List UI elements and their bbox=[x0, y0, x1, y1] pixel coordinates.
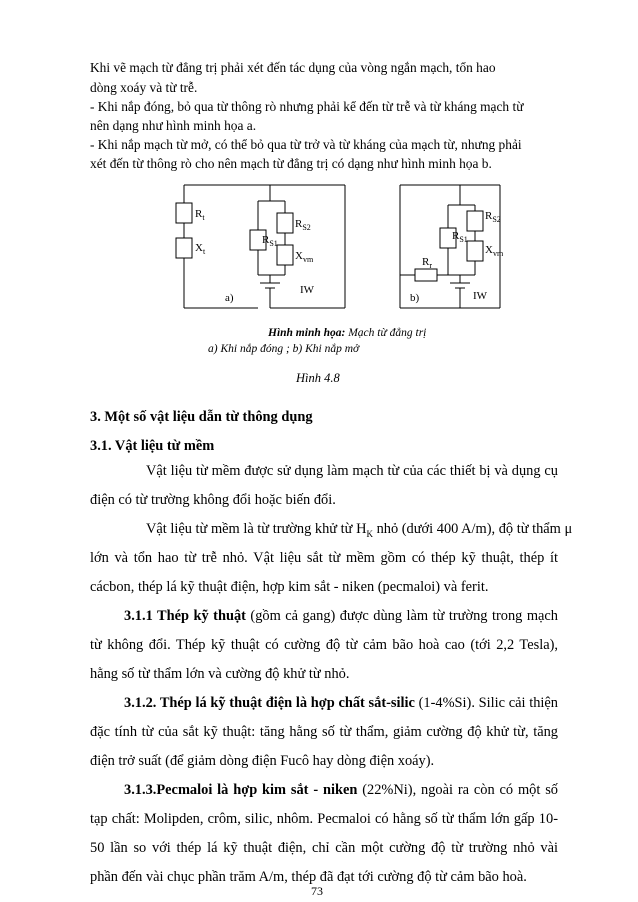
paragraph-line: tạp chất: Molipden, crôm, silic, nhôm. Pecmaloi có hằng số từ thẩm lớn gấp 10- bbox=[90, 811, 558, 827]
figure-caption: Hình minh họa: Mạch từ đẳng trị bbox=[268, 327, 427, 339]
resistor-rt bbox=[176, 203, 192, 223]
section-heading: 3. Một số vật liệu dẫn từ thông dụng bbox=[90, 409, 313, 425]
subsection-heading: 3.1. Vật liệu từ mềm bbox=[90, 438, 215, 454]
paragraph-line: đặc tính từ của sắt kỹ thuật: tăng hằng số từ thẩm, giảm cường độ khử từ, tăng bbox=[90, 724, 558, 740]
resistor-rs2 bbox=[277, 213, 293, 233]
label-rs1-b: $R_{S1}$ bbox=[452, 230, 468, 244]
paragraph-line: Vật liệu từ mềm là từ trường khử từ $H_K$ nhỏ (dưới 400 A/m), độ từ thẩm μ bbox=[146, 521, 573, 539]
figure-caption-line2: a) Khi nắp đóng ; b) Khi nắp mở bbox=[208, 343, 360, 355]
label-iw-b: IW bbox=[473, 290, 488, 302]
resistor-xvm bbox=[277, 245, 293, 265]
label-rs2: $R_{S2}$ bbox=[295, 218, 311, 232]
label-rs1: $R_{S1}$ bbox=[262, 234, 278, 248]
paragraph-line: từ không đổi. Thép kỹ thuật có cường độ từ cảm bão hoà cao (tới 2,2 Tesla), bbox=[90, 637, 558, 653]
intro-line: dòng xoáy và từ trễ. bbox=[90, 80, 198, 95]
label-iw: IW bbox=[300, 284, 315, 296]
label-rs2-b: $R_{S2}$ bbox=[485, 210, 501, 224]
label-xvm: $X_{vm}$ bbox=[295, 250, 314, 264]
paragraph-line: cácbon, thép lá kỹ thuật điện, hợp kim sắt - niken (pecmaloi) và ferit. bbox=[90, 579, 489, 595]
paragraph-line: 3.1.1 Thép kỹ thuật (gồm cả gang) được dùng làm từ trường trong mạch bbox=[124, 608, 558, 624]
paragraph-line: 3.1.3.Pecmaloi là hợp kim sắt - niken (22%Ni), ngoài ra còn có một số bbox=[124, 782, 558, 798]
label-tag-a: a) bbox=[225, 292, 234, 304]
intro-line: nên dạng như hình minh họa a. bbox=[90, 118, 257, 133]
paragraph-line: phần đến vài chục phần trăm A/m, thép đã đạt tới cường độ từ cảm bão hoà. bbox=[90, 869, 527, 885]
resistor-rs2-b bbox=[467, 211, 483, 231]
label-tag-b: b) bbox=[410, 292, 420, 304]
label-xt: $X_t$ bbox=[195, 242, 206, 256]
paragraph-line: hằng số từ thẩm lớn và cường độ khử từ nhỏ. bbox=[90, 666, 350, 682]
intro-line: - Khi nắp đóng, bỏ qua từ thông rò nhưng phải kể đến từ trễ và từ kháng mạch từ bbox=[90, 99, 524, 114]
paragraph-line: lớn và tổn hao từ trễ nhỏ. Vật liệu sắt từ mềm gồm có thép kỹ thuật, thép ít bbox=[90, 550, 558, 566]
paragraph-line: điện có từ trường không đổi hoặc biến đổi. bbox=[90, 492, 336, 508]
intro-line: - Khi nắp mạch từ mở, có thể bỏ qua từ trở và từ kháng của mạch từ, nhưng phải bbox=[90, 137, 522, 152]
paragraph-line: 50 lần so với thép lá kỹ thuật điện, chỉ cần một cường độ từ trường nhỏ vài bbox=[90, 840, 558, 856]
resistor-xvm-b bbox=[467, 241, 483, 261]
paragraph-line: 3.1.2. Thép lá kỹ thuật điện là hợp chất sắt-silic (1-4%Si). Silic cải thiện bbox=[124, 695, 558, 711]
circuit-b-labels bbox=[410, 210, 504, 304]
figure-label: Hình 4.8 bbox=[296, 371, 340, 385]
circuit-a-labels bbox=[195, 208, 315, 304]
intro-line: Khi vẽ mạch từ đẳng trị phải xét đến tác dụng của vòng ngắn mạch, tổn hao bbox=[90, 60, 496, 75]
label-xvm-b: $X_{vm}$ bbox=[485, 244, 504, 258]
label-rt: $R_t$ bbox=[195, 208, 205, 222]
page-number: 73 bbox=[311, 884, 323, 898]
resistor-rr bbox=[415, 269, 437, 281]
paragraph-line: Vật liệu từ mềm được sử dụng làm mạch từ của các thiết bị và dụng cụ bbox=[146, 463, 558, 479]
resistor-xt bbox=[176, 238, 192, 258]
label-rr: $R_r$ bbox=[422, 256, 433, 270]
intro-line: xét đến từ thông rò cho nên mạch từ đẳng trị có dạng như hình minh họa b. bbox=[90, 156, 492, 171]
paragraph-line: điện trở suất (để giảm dòng điện Fucô hay dòng điện xoáy). bbox=[90, 753, 435, 769]
